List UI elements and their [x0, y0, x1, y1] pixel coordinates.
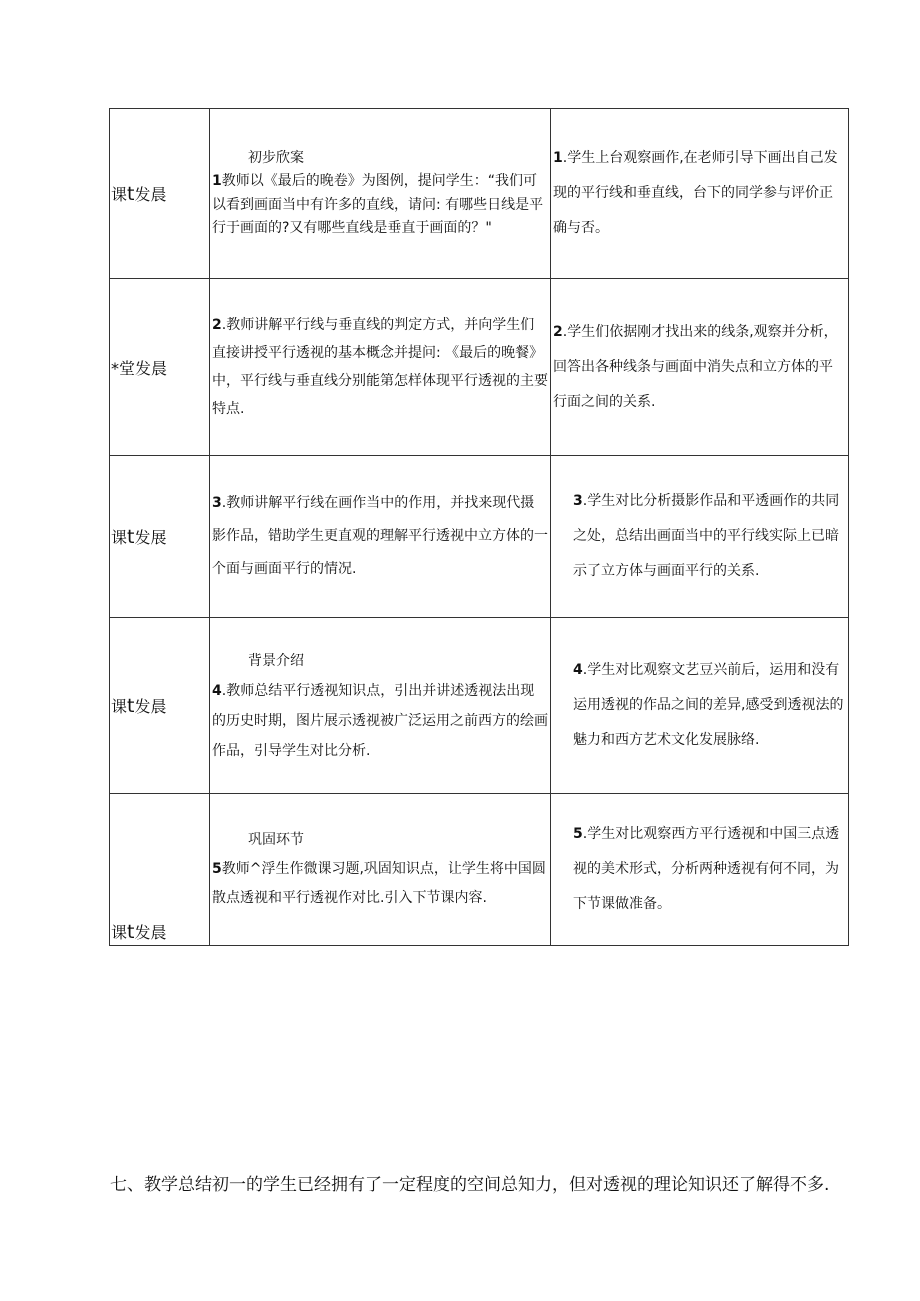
student-activity-text: [553, 315, 846, 420]
stage-cell: [110, 456, 210, 618]
teacher-activity-body: 教师以《最后的晚卷》为图例，提问学生：“我们可以看到画面当中有许多的直线，请问: 有哪些日线是平行于画面的?又有哪些直线是垂直于画面的？": [212, 173, 544, 236]
teacher-activity-cell: [210, 109, 551, 279]
stage-cell: [110, 618, 210, 794]
section-subheading: 巩固环节: [248, 832, 304, 848]
step-number: 2: [212, 317, 222, 333]
stage-cell: [110, 109, 210, 279]
student-activity-body: .学生上台观察画作,在老师引导下画出自己发现的平行线和垂直线，台下的同学参与评价正确与否。: [553, 150, 838, 236]
teacher-activity-body: .教师讲解平行线与垂直线的判定方式，并向学生们直接讲授平行透视的基本概念并提问: 《最后的晚餐》中，平行线与垂直线分别能第怎样体现平行透视的主要特点.: [212, 317, 548, 417]
teacher-activity-text: [212, 170, 548, 241]
table-row: [110, 279, 849, 456]
table-row: [110, 109, 849, 279]
student-activity-cell: [551, 618, 849, 794]
step-number: 3: [212, 495, 222, 511]
student-activity-body: .学生们依据刚才找出来的线条,观察并分析，回答出各种线条与画面中消失点和立方体的平行面之间的关系.: [553, 323, 838, 410]
student-activity-text: [553, 653, 846, 758]
stage-cell: [110, 279, 210, 456]
student-activity-text: [553, 141, 846, 246]
teacher-activity-cell: [210, 279, 551, 456]
stage-label-b: t: [127, 921, 135, 943]
stage-label-a: *堂: [111, 358, 136, 378]
step-number: 1: [212, 173, 222, 189]
step-number: 4: [212, 682, 222, 699]
step-number: 2: [553, 323, 563, 340]
teacher-activity-text: [212, 855, 548, 913]
step-number: 3: [573, 493, 583, 509]
teacher-activity-text: [212, 676, 548, 766]
section-subheading: 背景介绍: [248, 652, 304, 669]
stage-label-a: 课: [111, 697, 128, 716]
teacher-activity-body: 教师^浮生作微课习题,巩固知识点，让学生将中国圆散点透视和平行透视作对比.引入下节课内容.: [212, 861, 546, 906]
stage-label-a: 课: [111, 185, 128, 204]
stage-label-b: t: [127, 183, 135, 205]
teacher-activity-cell: [210, 456, 551, 618]
step-number: 4: [573, 662, 583, 678]
stage-label-c: 发晨: [134, 185, 167, 204]
step-number: 1: [553, 150, 563, 166]
teacher-activity-text: [212, 311, 548, 423]
step-number: 5: [212, 861, 222, 877]
table-row: [110, 618, 849, 794]
stage-label-a: 课: [111, 923, 128, 942]
stage-label-c: 发晨: [134, 697, 167, 716]
stage-cell: [110, 794, 210, 946]
teacher-activity-cell: [210, 794, 551, 946]
stage-label-b: t: [127, 695, 135, 717]
lesson-plan-table: [109, 108, 849, 946]
student-activity-body: .学生对比观察西方平行透视和中国三点透视的美术形式，分析两种透视有何不同，为下节课做准备。: [573, 826, 840, 912]
step-number: 5: [573, 826, 583, 842]
teacher-activity-text: [212, 487, 548, 586]
teacher-activity-cell: [210, 618, 551, 794]
student-activity-cell: [551, 279, 849, 456]
section-subheading: 初步欣案: [248, 149, 304, 166]
stage-label-c: 发晨: [135, 358, 168, 378]
teacher-activity-body: .教师总结平行透视知识点，引出并讲述透视法出现的历史时期，图片展示透视被广泛运用之前西方的绘画作品，引导学生对比分析.: [212, 682, 548, 759]
stage-label-c: 发展: [134, 528, 167, 547]
student-activity-cell: [551, 456, 849, 618]
stage-label-b: t: [127, 526, 135, 548]
student-activity-cell: [551, 109, 849, 279]
student-activity-text: [553, 817, 846, 922]
student-activity-body: .学生对比观察文艺豆兴前后，运用和没有运用透视的作品之间的差异,感受到透视法的魅力和西方艺术文化发展脉络.: [573, 662, 844, 748]
student-activity-cell: [551, 794, 849, 946]
student-activity-body: .学生对比分析摄影作品和平透画作的共同之处，总结出画面当中的平行线实际上已暗示了立方体与画面平行的关系.: [573, 493, 840, 579]
stage-label-a: 课: [111, 528, 128, 547]
table-row: [110, 794, 849, 946]
teaching-summary: 七、教学总结初一的学生已经拥有了一定程度的空间总知力，但对透视的理论知识还了解得不多.: [110, 1175, 830, 1195]
teacher-activity-body: .教师讲解平行线在画作当中的作用，并找来现代摄影作品，错助学生更直观的理解平行透视中立方体的一个面与画面平行的情况.: [212, 495, 548, 577]
student-activity-text: [553, 484, 846, 589]
table-row: [110, 456, 849, 618]
stage-label-c: 发晨: [134, 923, 167, 942]
